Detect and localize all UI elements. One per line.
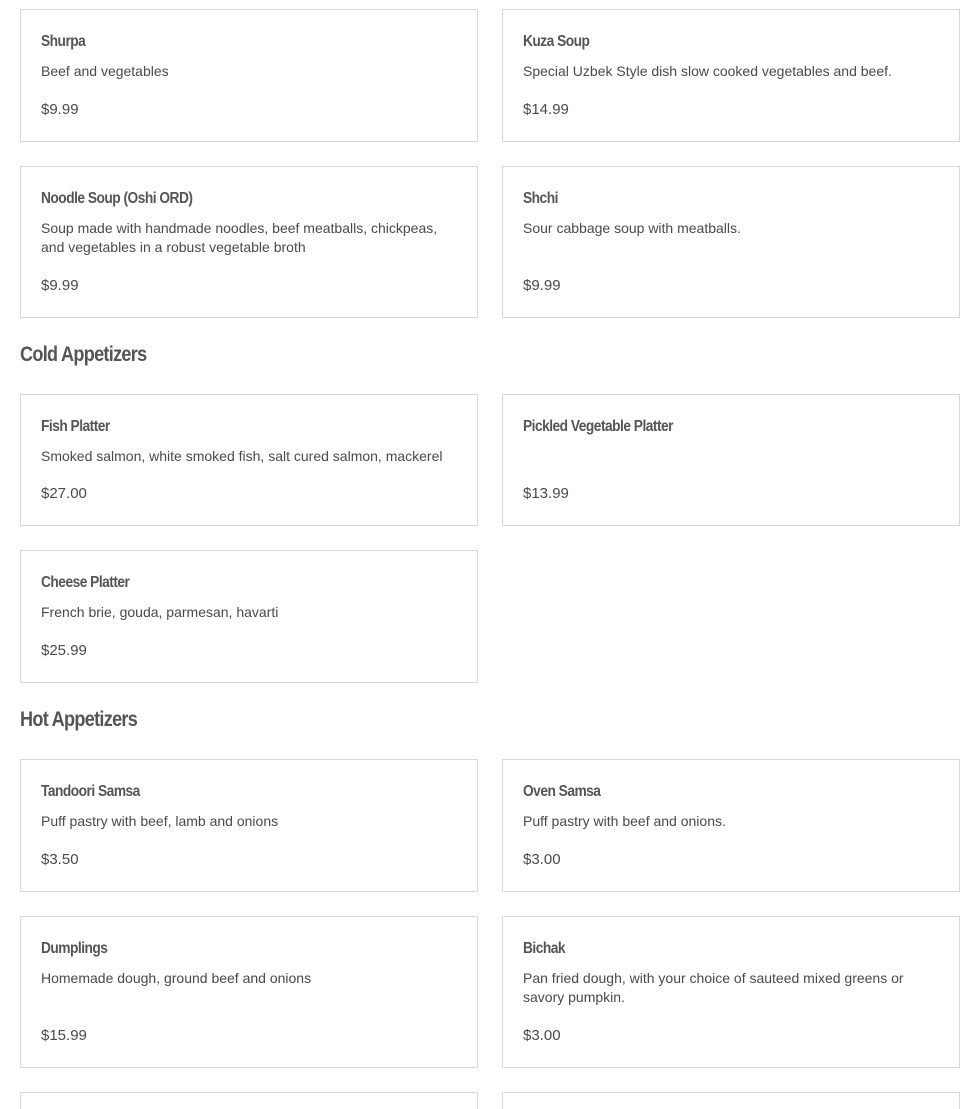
menu-item-card-partial[interactable] (20, 1092, 478, 1109)
item-name: Shchi (523, 190, 558, 207)
menu-item-card[interactable] (20, 550, 478, 683)
item-price: $13.99 (523, 485, 569, 502)
item-name: Cheese Platter (41, 574, 130, 591)
item-price: $3.00 (523, 1027, 561, 1044)
item-description: Homemade dough, ground beef and onions (41, 970, 312, 986)
item-price: $15.99 (41, 1027, 87, 1044)
item-description: Smoked salmon, white smoked fish, salt cured salmon, mackerel (41, 448, 443, 464)
item-name: Fish Platter (41, 418, 110, 435)
item-price: $9.99 (41, 101, 79, 118)
item-description: Pan fried dough, with your choice of sauteed mixed greens or savory pumpkin. (523, 970, 904, 1005)
item-description: Special Uzbek Style dish slow cooked vegetables and beef. (523, 63, 892, 79)
item-name: Dumplings (41, 940, 108, 957)
item-description: Beef and vegetables (41, 63, 169, 79)
item-name: Bichak (523, 940, 566, 957)
item-name: Shurpa (41, 33, 86, 50)
menu-item-card[interactable] (502, 166, 960, 318)
item-description: French brie, gouda, parmesan, havarti (41, 604, 279, 620)
item-description: Puff pastry with beef, lamb and onions (41, 813, 279, 829)
menu-item-card[interactable] (20, 166, 478, 318)
menu-item-card[interactable] (20, 9, 478, 142)
menu-item-card[interactable] (20, 759, 478, 892)
menu-item-card-partial[interactable] (502, 1092, 960, 1109)
item-price: $3.50 (41, 851, 79, 868)
section-title-hot-appetizers: Hot Appetizers (20, 708, 138, 731)
menu-item-card[interactable] (502, 394, 960, 526)
item-description: Soup made with handmade noodles, beef meatballs, chickpeas, and vegetables in a robust vegetable broth (41, 220, 438, 255)
item-price: $27.00 (41, 485, 87, 502)
item-name: Oven Samsa (523, 783, 601, 800)
menu-item-card[interactable] (502, 9, 960, 142)
item-name: Kuza Soup (523, 33, 590, 50)
item-price: $25.99 (41, 642, 87, 659)
item-price: $14.99 (523, 101, 569, 118)
menu-item-card[interactable] (20, 916, 478, 1068)
item-price: $9.99 (41, 277, 79, 294)
menu-item-card[interactable] (502, 759, 960, 892)
menu-item-card[interactable] (20, 394, 478, 526)
item-price: $3.00 (523, 851, 561, 868)
menu-item-card[interactable] (502, 916, 960, 1068)
section-title-cold-appetizers: Cold Appetizers (20, 343, 147, 366)
item-description: Sour cabbage soup with meatballs. (523, 220, 741, 236)
item-name: Noodle Soup (Oshi ORD) (41, 190, 193, 207)
item-name: Pickled Vegetable Platter (523, 418, 674, 435)
item-name: Tandoori Samsa (41, 783, 140, 800)
item-description: Puff pastry with beef and onions. (523, 813, 726, 829)
item-price: $9.99 (523, 277, 561, 294)
